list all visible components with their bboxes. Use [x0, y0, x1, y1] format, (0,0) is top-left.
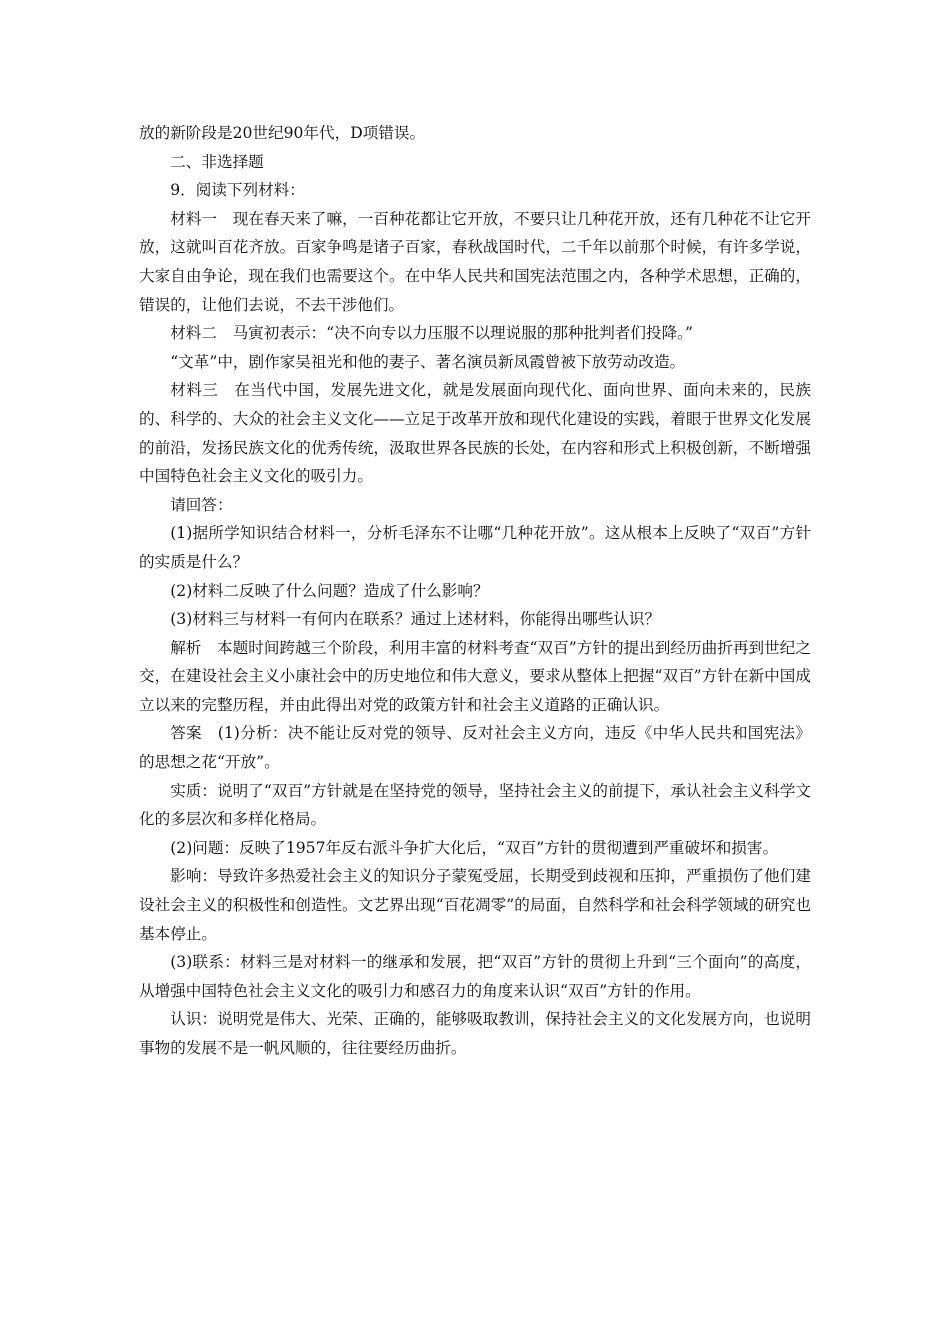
material-two-continued: “文革”中，剧作家吴祖光和他的妻子、著名演员新凤霞曾被下放劳动改造。 [170, 352, 686, 371]
sub-question-2: (2)材料二反映了什么问题？造成了什么影响？ [170, 581, 489, 600]
paragraph-continuation: 放的新阶段是20世纪90年代，D项错误。 [139, 124, 426, 142]
analysis: 解析 本题时间跨越三个阶段，利用丰富的材料考查“双百”方针的提出到经历曲折再到世纪之交，在建设社会主义小康社会中的历史地位和伟大意义，要求从整体上把握“双百”方针在新中国成立以来的完整历程，并由此得出对党的政策方针和社会主义道路的正确认识。 [139, 638, 811, 714]
answer-3-connection: (3)联系：材料三是对材料一的继承和发展，把“双百”方针的贯彻上升到“三个面向”的高度，从增强中国特色社会主义文化的吸引力和感召力的角度来认识“双百”方针的作用。 [139, 953, 811, 1000]
answer-1-essence: 实质：说明了“双百”方针就是在坚持党的领导，坚持社会主义的前提下，承认社会主义科学文化的多层次和多样化格局。 [139, 781, 811, 829]
answer-2-problem: (2)问题：反映了1957年反右派斗争扩大化后，“双百”方针的贯彻遭到严重破坏和损害。 [170, 838, 779, 857]
question-9-prompt: 9．阅读下列材料： [170, 181, 305, 200]
sub-question-3: (3)材料三与材料一有何内在联系？通过上述材料，你能得出哪些认识？ [170, 610, 661, 629]
answer-2-impact: 影响：导致许多热爱社会主义的知识分子蒙冤受屈，长期受到歧视和压抑，严重损伤了他们建设社会主义的积极性和创造性。文艺界出现“百花凋零”的局面，自然科学和社会科学领域的研究也基本停止。 [139, 867, 811, 943]
section-heading-non-choice: 二、非选择题 [170, 152, 264, 171]
document-page [139, 119, 811, 1063]
answer-3-understanding: 认识：说明党是伟大、光荣、正确的，能够吸取教训，保持社会主义的文化发展方向，也说明事物的发展不是一帆风顺的，往往要经历曲折。 [139, 1010, 811, 1057]
please-answer: 请回答： [170, 495, 233, 514]
sub-question-1: (1)据所学知识结合材料一，分析毛泽东不让哪“几种花开放”。这从根本上反映了“双百”方针的实质是什么？ [139, 524, 811, 571]
material-three: 材料三 在当代中国，发展先进文化，就是发展面向现代化、面向世界、面向未来的，民族的、科学的、大众的社会主义文化——立足于改革开放和现代化建设的实践，着眼于世界文化发展的前沿，发扬民族文化的优秀传统，汲取世界各民族的长处，在内容和形式上积极创新，不断增强中国特色社会主义文化的吸引力。 [139, 381, 811, 486]
material-two: 材料二 马寅初表示：“决不向专以力压服不以理说服的那种批判者们投降。” [170, 324, 693, 343]
material-one: 材料一 现在春天来了嘛，一百种花都让它开放，不要只让几种花开放，还有几种花不让它开放，这就叫百花齐放。百家争鸣是诸子百家，春秋战国时代，二千年以前那个时候，有许多学说，大家自由争论，现在我们也需要这个。在中华人民共和国宪法范围之内，各种学术思想，正确的，错误的，让他们去说，不去干涉他们。 [139, 209, 811, 314]
answer-1-analysis: 答案 (1)分析：决不能让反对党的领导、反对社会主义方向，违反《中华人民共和国宪法》的思想之花“开放”。 [139, 724, 811, 772]
